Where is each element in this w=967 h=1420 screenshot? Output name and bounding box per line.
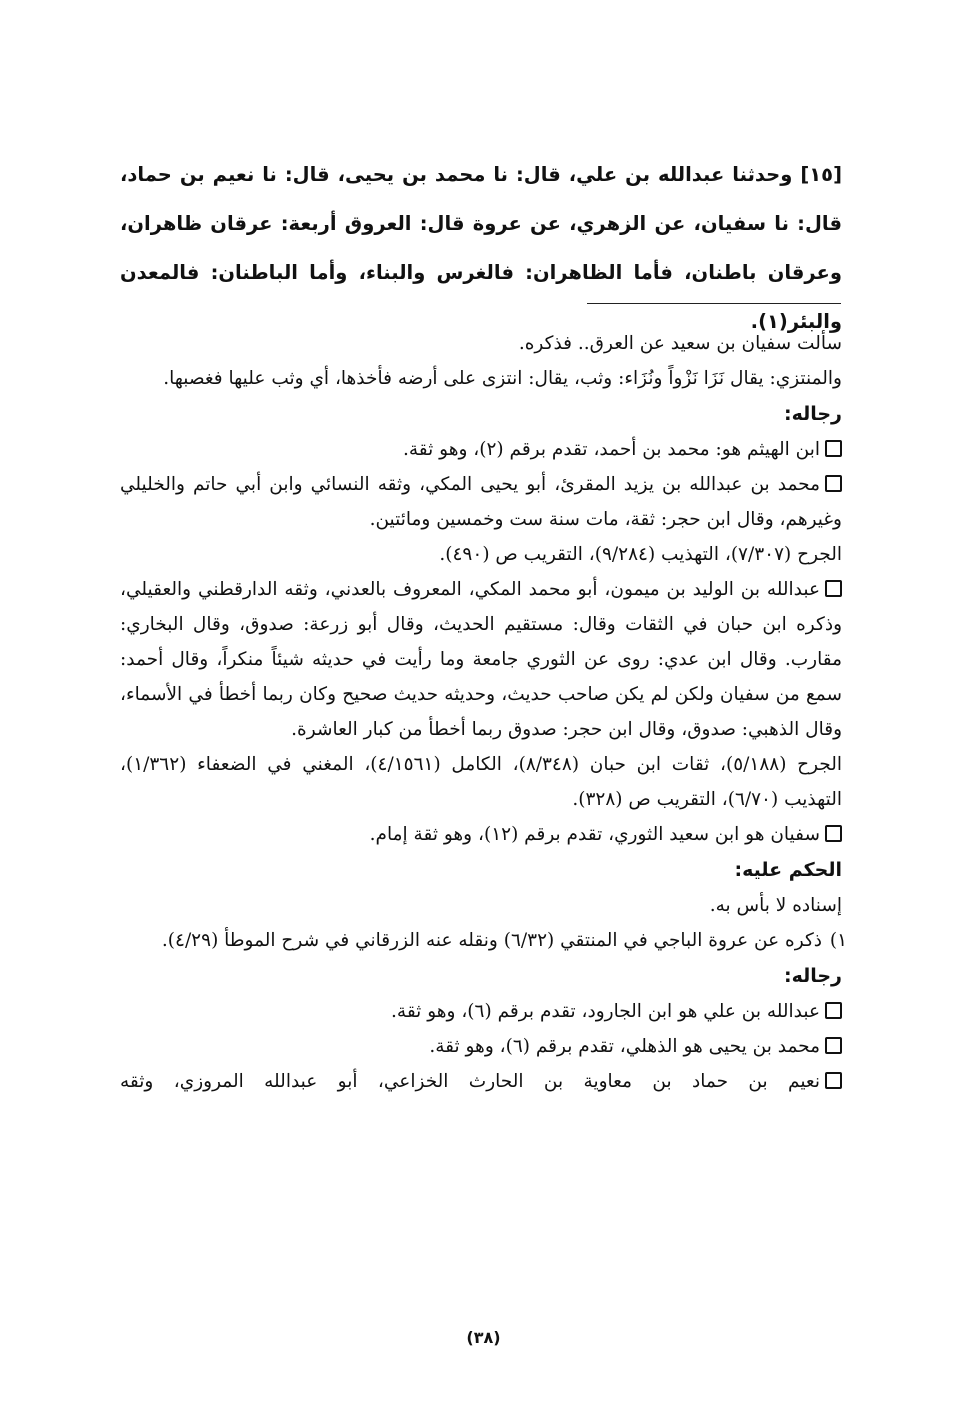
heading-rijal: رجاله: — [783, 403, 842, 425]
footnote-narrator-entry — [120, 1029, 842, 1064]
note-intro-1: سألت سفيان بن سعيد عن العرق.. فذكره. — [518, 333, 842, 354]
hadith-body: وحدثنا عبدالله بن علي، قال: نا محمد بن يحيى، قال: نا نعيم بن حماد، قال: نا سفيان، عن الزهري، عن عروة قال: العروق أربعة: عرقان ظاهران، وعرقان باطنان، فأما الظاهران: فالغرس والبناء، وأما الباطنان: فالمعدن والبئر(١). — [120, 163, 842, 333]
note-intro-2: والمنتزي: يقال نَزَا نَزْواً ونُزَاء: وثب، يقال: انتزى على أرضه فأخذها، أي وثب عليها فغصبها. — [163, 368, 842, 389]
narrator-entry — [120, 432, 842, 467]
narrator-text: محمد بن عبدالله بن يزيد المقرئ، أبو يحيى المكي، وثقه النسائي وابن أبي حاتم والخليلي وغيرهم، وقال ابن حجر: ثقة، مات سنة ست وخمسين ومائتين. — [120, 474, 842, 530]
page-number: (٣٨) — [466, 1328, 501, 1347]
notes-section — [120, 326, 847, 1099]
checkbox-square-icon — [825, 1037, 842, 1054]
checkbox-square-icon — [825, 825, 842, 842]
narrator-text: نعيم بن حماد بن معاوية بن الحارث الخزاعي، أبو عبدالله المروزي، وثقه — [120, 1071, 820, 1092]
main-hadith-text — [120, 150, 842, 346]
footnote — [120, 923, 847, 958]
checkbox-square-icon — [825, 580, 842, 597]
narrator-text: عبدالله بن الوليد بن ميمون، أبو محمد المكي، المعروف بالعدني، وثقه الدارقطني والعقيلي، وذكره ابن حبان في الثقات وقال: مستقيم الحديث، وقال أبو زرعة: صدوق، وقال البخاري: مقارب. وقال ابن عدي: روى عن الثوري جامعة وما رأيت في حديثه شيئاً منكراً، وقال أحمد: سمع من سفيان ولكن لم يكن صاحب حديث، وحديثه حديث صحيح وكان ربما أخطأ في الأسماء، وقال الذهبي: صدوق، وقال ابن حجر: صدوق ربما أخطأ من كبار العاشرة. — [120, 579, 842, 740]
footnote-narrator-entry — [120, 1064, 842, 1099]
narrator-entry — [120, 572, 842, 747]
heading-hukm: الحكم عليه: — [734, 859, 842, 881]
narrator-text: عبدالله بن علي هو ابن الجارود، تقدم برقم (٦)، وهو ثقة. — [391, 1001, 820, 1022]
narrator-text: سفيان هو ابن سعيد الثوري، تقدم برقم (١٢)، وهو ثقة إمام. — [369, 824, 820, 845]
checkbox-square-icon — [825, 475, 842, 492]
narrator-text: محمد بن يحيى هو الذهلي، تقدم برقم (٦)، وهو ثقة. — [429, 1036, 820, 1057]
hukm-text: إسناده لا بأس به. — [709, 895, 842, 916]
footnote-narrator-entry — [120, 994, 842, 1029]
footnote-number: ١) — [829, 930, 847, 951]
checkbox-square-icon — [825, 1072, 842, 1089]
narrator-references: الجرح (٧/٣٠٧)، التهذيب (٩/٢٨٤)، التقريب ص (٤٩٠). — [439, 544, 842, 565]
narrator-text: ابن الهيثم هو: محمد بن أحمد، تقدم برقم (٢)، وهو ثقة. — [402, 439, 820, 460]
checkbox-square-icon — [825, 440, 842, 457]
narrator-references: الجرح (٥/١٨٨)، ثقات ابن حبان (٨/٣٤٨)، الكامل (٤/١٥٦١)، المغني في الضعفاء (١/٣٦٢)، التهذيب (٦/٧٠)، التقريب ص (٣٢٨). — [120, 754, 843, 810]
checkbox-square-icon — [825, 1002, 842, 1019]
narrator-entry — [120, 817, 842, 852]
footnote-text: ذكره عن عروة الباجي في المنتقي (٦/٣٢) ونقله عنه الزرقاني في شرح الموطأ (٤/٢٩). — [161, 930, 822, 951]
footnote-heading-rijal: رجاله: — [783, 965, 842, 987]
narrator-entry — [120, 467, 842, 537]
footnote-separator-line — [587, 303, 841, 304]
hadith-number: [١٥] — [800, 163, 842, 186]
